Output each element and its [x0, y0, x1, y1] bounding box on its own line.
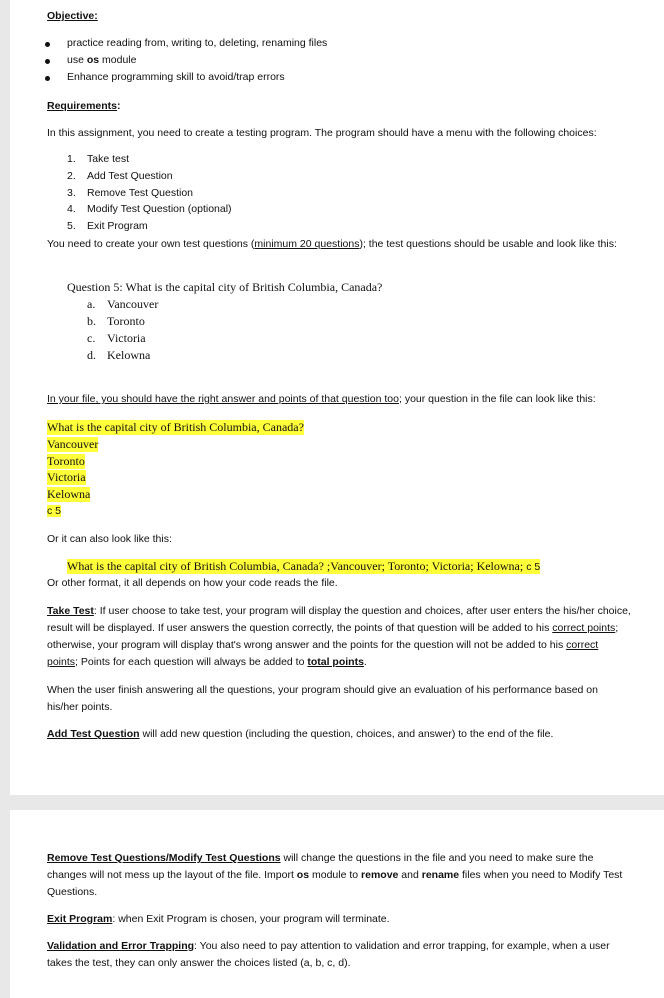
menu-item: 5. Exit Program	[67, 220, 148, 232]
example-choice: c. Victoria	[87, 331, 146, 345]
menu-item: 3. Remove Test Question	[67, 187, 194, 199]
take-test-paragraph: Take Test: If user choose to take test, your program will display the question and choices, after user enters the his/her choice, result will be displayed. If user answers the question correctly, the points of that question will be added to his correct points; otherwise, your program will display that's wrong answer and the points for the question will not be added to his correct points; Points for each question will always be added to total points.	[47, 605, 631, 668]
document-page-1	[10, 0, 664, 795]
other-format-text: Or other format, it all depends on how your code reads the file.	[47, 577, 338, 589]
menu-item: 2. Add Test Question	[67, 170, 173, 182]
objective-item: Enhance programming skill to avoid/trap errors	[67, 71, 285, 83]
bullet-icon	[45, 76, 50, 81]
evaluation-paragraph: When the user finish answering all the questions, your program should give an evaluation of his performance based on his/her points.	[47, 684, 598, 713]
file-line: Vancouver	[47, 437, 99, 451]
requirements-heading: Requirements:	[47, 100, 121, 112]
example-question: Question 5: What is the capital city of British Columbia, Canada?	[67, 280, 383, 294]
file-line: What is the capital city of British Columbia, Canada?	[47, 420, 304, 434]
exit-program-paragraph: Exit Program: when Exit Program is chosen, your program will terminate.	[47, 913, 390, 925]
bullet-icon	[45, 42, 50, 47]
alt-format-line: What is the capital city of British Columbia, Canada? ;Vancouver; Toronto; Victoria; Kelowna; c 5	[67, 559, 541, 573]
menu-item: 4. Modify Test Question (optional)	[67, 203, 232, 215]
file-line: Victoria	[47, 470, 86, 484]
file-format-intro: In your file, you should have the right answer and points of that question too; your question in the file can look like this:	[47, 393, 596, 405]
example-choice: d. Kelowna	[87, 348, 151, 362]
menu-item: 1. Take test	[67, 153, 130, 165]
validation-paragraph: Validation and Error Trapping: You also need to pay attention to validation and error trapping, for example, when a user takes the test, they can only answer the choices listed (a, b, c, d).	[47, 940, 610, 969]
remove-modify-paragraph: Remove Test Questions/Modify Test Questions will change the questions in the file and you need to make sure the changes will not mess up the layout of the file. Import os module to remove and rename files when you need to Modify Test Questions.	[47, 852, 623, 898]
objective-item: practice reading from, writing to, deleting, renaming files	[67, 37, 328, 49]
add-test-paragraph: Add Test Question will add new question (including the question, choices, and answer) to the end of the file.	[47, 728, 554, 740]
bullet-icon	[45, 59, 50, 64]
file-line: Kelowna	[47, 487, 91, 501]
create-questions-text: You need to create your own test questions (minimum 20 questions); the test questions should be usable and look like this:	[47, 238, 617, 250]
file-answer-line: c 5	[47, 505, 62, 517]
example-choice: b. Toronto	[87, 314, 145, 328]
objective-item: use os module	[67, 54, 137, 66]
alt-format-intro: Or it can also look like this:	[47, 533, 172, 545]
document-page-2	[10, 810, 664, 998]
example-choice: a. Vancouver	[87, 297, 159, 311]
objective-heading: Objective:	[47, 10, 98, 22]
file-line: Toronto	[47, 454, 85, 468]
requirements-intro: In this assignment, you need to create a testing program. The program should have a menu with the following choices:	[47, 127, 597, 139]
